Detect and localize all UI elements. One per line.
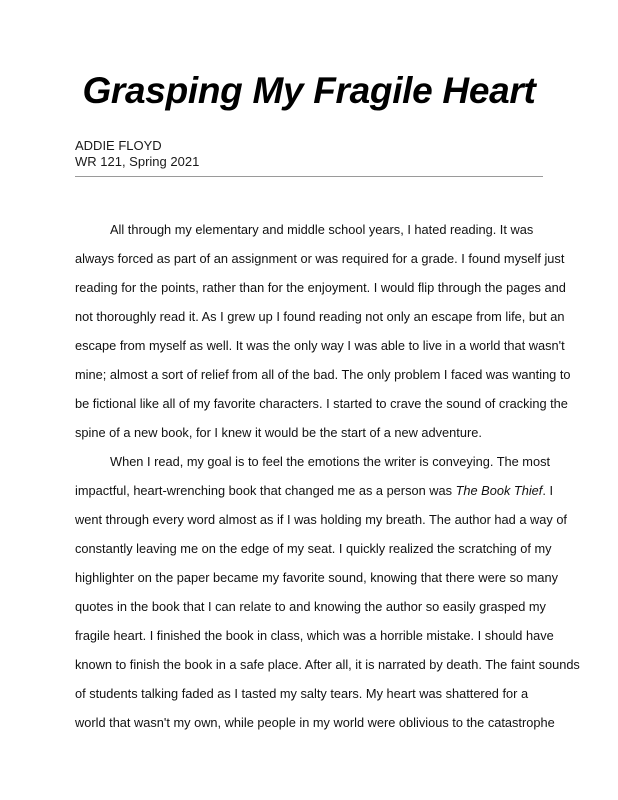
- paragraph-2-line-2-end: . I: [542, 483, 554, 498]
- paragraph-2-line-9: of students talking faded as I tasted my salty tears. My heart was shattered for a: [75, 686, 529, 701]
- paragraph-1-line-2: always forced as part of an assignment or was required for a grade. I found myself just: [75, 251, 565, 266]
- paragraph-2-line-8: known to finish the book in a safe place. After all, it is narrated by death. The faint sounds: [75, 657, 580, 672]
- header-divider: [75, 176, 543, 177]
- paragraph-2-line-2: [75, 483, 553, 499]
- book-title-reference: The Book Thief: [455, 483, 543, 498]
- paragraph-1-line-6: mine; almost a sort of relief from all of the bad. The only problem I faced was wanting to: [75, 367, 571, 382]
- author-block: [75, 138, 199, 170]
- essay-title: Grasping My Fragile Heart: [82, 70, 536, 111]
- paragraph-2-line-4: constantly leaving me on the edge of my seat. I quickly realized the scratching of my: [75, 541, 552, 556]
- paragraph-2-line-2-start: impactful, heart-wrenching book that changed me as a person was: [75, 483, 456, 498]
- paragraph-2-line-3: went through every word almost as if I was holding my breath. The author had a way of: [75, 512, 567, 527]
- paragraph-2-line-7: fragile heart. I finished the book in class, which was a horrible mistake. I should have: [75, 628, 554, 643]
- paragraph-1-line-7: be fictional like all of my favorite characters. I started to crave the sound of cracking the: [75, 396, 568, 411]
- author-name: ADDIE FLOYD: [75, 138, 162, 153]
- paragraph-1-line-5: escape from myself as well. It was the only way I was able to live in a world that wasn't: [75, 338, 565, 353]
- paragraph-2-line-6: quotes in the book that I can relate to and knowing the author so easily grasped my: [75, 599, 546, 614]
- paragraph-1-line-1: All through my elementary and middle school years, I hated reading. It was: [110, 222, 534, 237]
- paragraph-1-line-3: reading for the points, rather than for the enjoyment. I would flip through the pages and: [75, 280, 566, 295]
- course-info: WR 121, Spring 2021: [75, 154, 200, 169]
- paragraph-1-line-4: not thoroughly read it. As I grew up I found reading not only an escape from life, but an: [75, 309, 565, 324]
- paragraph-1-line-8: spine of a new book, for I knew it would be the start of a new adventure.: [75, 425, 482, 440]
- paragraph-2-line-10: world that wasn't my own, while people in my world were oblivious to the catastrophe: [75, 715, 555, 730]
- paragraph-2-line-5: highlighter on the paper became my favorite sound, knowing that there were so many: [75, 570, 559, 585]
- paragraph-2-line-1: When I read, my goal is to feel the emotions the writer is conveying. The most: [110, 454, 551, 469]
